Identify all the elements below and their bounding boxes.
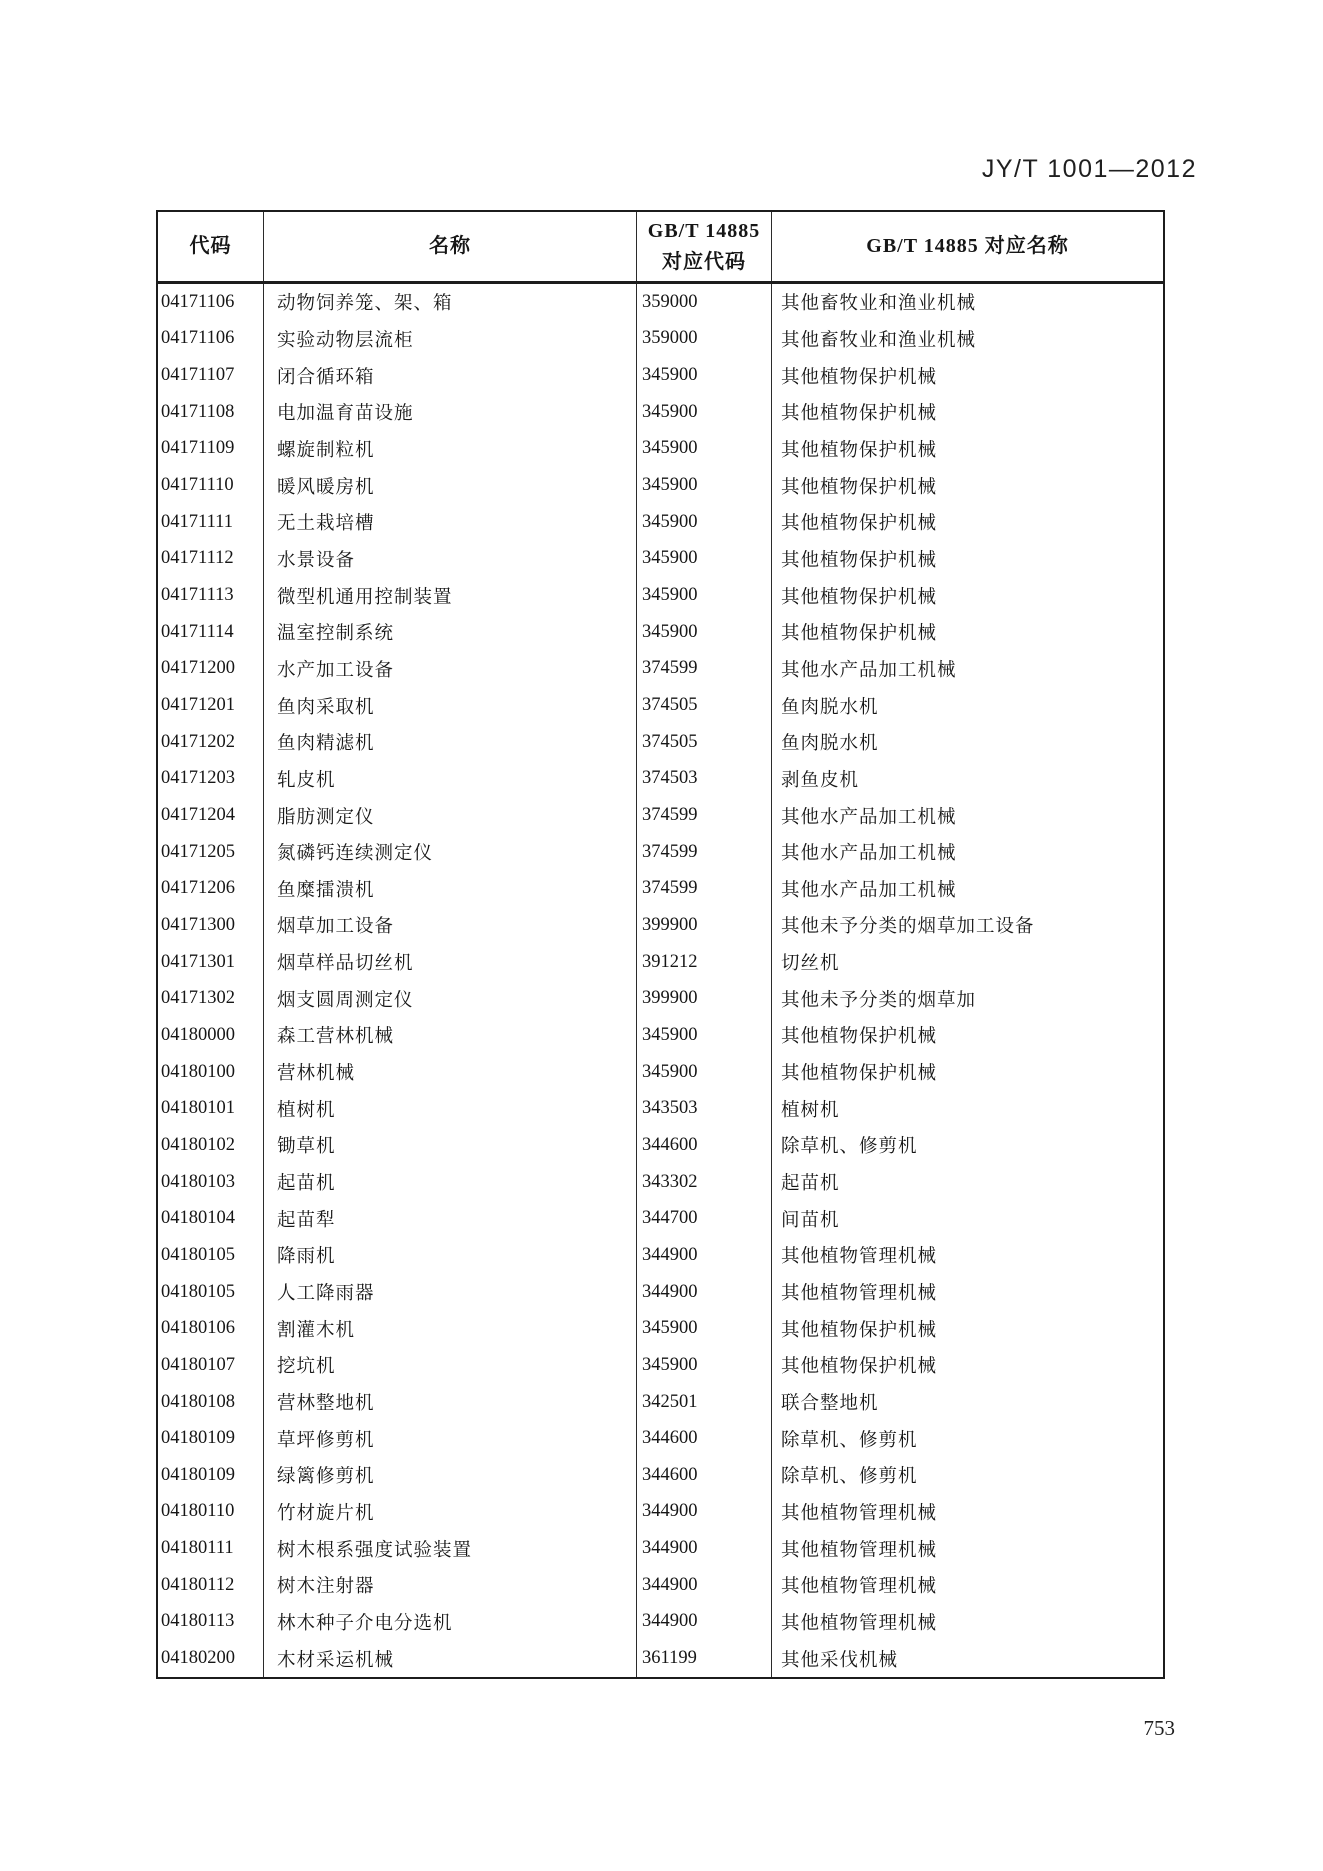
row-code: 04171112: [158, 541, 264, 578]
row-gbt-name: 其他水产品加工机械: [781, 844, 957, 865]
row-name: 割灌木机: [264, 1310, 637, 1347]
row-gbt-name: 其他植物保护机械: [781, 367, 938, 388]
row-name: 螺旋制粒机: [264, 431, 637, 468]
row-gbt-code: 374599: [637, 651, 772, 688]
row-name: 闭合循环箱: [264, 357, 637, 394]
row-gbt-code: 343503: [637, 1090, 772, 1127]
row-code: 04180108: [158, 1384, 264, 1421]
table-row: [158, 1567, 1163, 1604]
row-name: 微型机通用控制装置: [264, 577, 637, 614]
table-row: [158, 980, 1163, 1017]
table-header-row: [158, 212, 1163, 284]
row-gbt-name: 其他植物保护机械: [781, 1064, 938, 1085]
row-code: 04171301: [158, 944, 264, 981]
row-name: 脂肪测定仪: [264, 797, 637, 834]
row-gbt-name: 其他植物保护机械: [781, 624, 938, 645]
row-gbt-code: 345900: [637, 614, 772, 651]
row-gbt-name: 除草机、修剪机: [781, 1467, 918, 1488]
table-row: [158, 687, 1163, 724]
row-code: 04180103: [158, 1164, 264, 1201]
table-row: [158, 1457, 1163, 1494]
row-gbt-name: 其他植物保护机械: [781, 404, 938, 425]
row-gbt-name: 其他未予分类的烟草加: [781, 990, 977, 1011]
row-code: 04180105: [158, 1274, 264, 1311]
row-code: 04171202: [158, 724, 264, 761]
row-name: 轧皮机: [264, 761, 637, 798]
row-gbt-code: 374599: [637, 871, 772, 908]
row-name: 鱼肉采取机: [264, 687, 637, 724]
table-row: [158, 761, 1163, 798]
table-row: [158, 1604, 1163, 1641]
row-gbt-name: 其他植物保护机械: [781, 514, 938, 535]
row-gbt-code: 344900: [637, 1567, 772, 1604]
row-gbt-name: 切丝机: [781, 954, 840, 975]
row-code: 04171114: [158, 614, 264, 651]
row-name: 鱼糜擂溃机: [264, 871, 637, 908]
row-gbt-code: 344900: [637, 1494, 772, 1531]
row-name: 森工营林机械: [264, 1017, 637, 1054]
table-row: [158, 724, 1163, 761]
row-name: 温室控制系统: [264, 614, 637, 651]
row-gbt-name: 其他植物保护机械: [781, 477, 938, 498]
row-gbt-code: 345900: [637, 357, 772, 394]
row-gbt-name: 其他植物管理机械: [781, 1247, 938, 1268]
row-gbt-code: 345900: [637, 467, 772, 504]
row-code: 04180102: [158, 1127, 264, 1164]
row-gbt-code: 343302: [637, 1164, 772, 1201]
row-code: 04180109: [158, 1420, 264, 1457]
row-code: 04180000: [158, 1017, 264, 1054]
table-row: [158, 797, 1163, 834]
table-row: [158, 1384, 1163, 1421]
row-code: 04171109: [158, 431, 264, 468]
row-code: 04171201: [158, 687, 264, 724]
row-code: 04171302: [158, 980, 264, 1017]
table-row: [158, 944, 1163, 981]
row-gbt-name: 其他植物保护机械: [781, 1027, 938, 1048]
row-gbt-name: 间苗机: [781, 1210, 840, 1231]
row-gbt-code: 345900: [637, 577, 772, 614]
row-name: 起苗机: [264, 1164, 637, 1201]
row-gbt-code: 344600: [637, 1420, 772, 1457]
row-gbt-name: 起苗机: [781, 1174, 840, 1195]
row-code: 04171204: [158, 797, 264, 834]
row-code: 04171205: [158, 834, 264, 871]
row-gbt-code: 359000: [637, 284, 772, 321]
table-row: [158, 871, 1163, 908]
row-gbt-name: 其他水产品加工机械: [781, 807, 957, 828]
row-gbt-code: 345900: [637, 1054, 772, 1091]
row-gbt-code: 344900: [637, 1237, 772, 1274]
row-code: 04171110: [158, 467, 264, 504]
row-gbt-name: 鱼肉脱水机: [781, 734, 879, 755]
row-gbt-name: 其他植物保护机械: [781, 1320, 938, 1341]
row-gbt-code: 391212: [637, 944, 772, 981]
row-gbt-name: 其他植物管理机械: [781, 1613, 938, 1634]
code-mapping-table: [156, 210, 1165, 1679]
row-gbt-code: 344600: [637, 1127, 772, 1164]
row-gbt-code: 374503: [637, 761, 772, 798]
row-gbt-name: 其他植物保护机械: [781, 550, 938, 571]
row-gbt-code: 344900: [637, 1274, 772, 1311]
row-gbt-name: 除草机、修剪机: [781, 1430, 918, 1451]
table-body: [158, 284, 1163, 1677]
table-row: [158, 1200, 1163, 1237]
table-row: [158, 577, 1163, 614]
column-header-gbt-name: GB/T 14885 对应名称: [866, 235, 1069, 257]
row-name: 树木根系强度试验装置: [264, 1530, 637, 1567]
row-name: 烟支圆周测定仪: [264, 980, 637, 1017]
row-gbt-code: 345900: [637, 541, 772, 578]
row-code: 04171106: [158, 284, 264, 321]
row-gbt-code: 345900: [637, 394, 772, 431]
table-row: [158, 1347, 1163, 1384]
table-row: [158, 651, 1163, 688]
row-code: 04171107: [158, 357, 264, 394]
row-gbt-name: 其他采伐机械: [781, 1650, 899, 1671]
row-gbt-name: 其他植物保护机械: [781, 440, 938, 461]
row-code: 04171106: [158, 321, 264, 358]
table-row: [158, 431, 1163, 468]
row-gbt-code: 399900: [637, 980, 772, 1017]
row-gbt-code: 361199: [637, 1640, 772, 1677]
row-name: 电加温育苗设施: [264, 394, 637, 431]
table-row: [158, 907, 1163, 944]
table-row: [158, 1530, 1163, 1567]
row-name: 暖风暖房机: [264, 467, 637, 504]
table-row: [158, 1164, 1163, 1201]
table-row: [158, 394, 1163, 431]
column-header-code: 代码: [158, 212, 264, 281]
row-name: 人工降雨器: [264, 1274, 637, 1311]
column-header-gbt-code-line1: GB/T 14885: [647, 219, 761, 242]
row-gbt-name: 其他水产品加工机械: [781, 660, 957, 681]
column-header-name: 名称: [264, 212, 637, 281]
table-row: [158, 1054, 1163, 1091]
row-name: 营林整地机: [264, 1384, 637, 1421]
row-gbt-name: 其他植物管理机械: [781, 1540, 938, 1561]
table-row: [158, 614, 1163, 651]
row-name: 营林机械: [264, 1054, 637, 1091]
row-code: 04180100: [158, 1054, 264, 1091]
row-name: 烟草样品切丝机: [264, 944, 637, 981]
table-row: [158, 1090, 1163, 1127]
row-name: 锄草机: [264, 1127, 637, 1164]
row-gbt-name: 其他植物管理机械: [781, 1503, 938, 1524]
row-gbt-code: 345900: [637, 1017, 772, 1054]
row-code: 04180101: [158, 1090, 264, 1127]
row-code: 04171300: [158, 907, 264, 944]
row-name: 烟草加工设备: [264, 907, 637, 944]
row-gbt-code: 344700: [637, 1200, 772, 1237]
row-name: 无土栽培槽: [264, 504, 637, 541]
row-gbt-code: 399900: [637, 907, 772, 944]
row-gbt-name: 鱼肉脱水机: [781, 697, 879, 718]
row-code: 04180111: [158, 1530, 264, 1567]
row-gbt-code: 345900: [637, 504, 772, 541]
row-code: 04171203: [158, 761, 264, 798]
row-code: 04180112: [158, 1567, 264, 1604]
document-standard-code: JY/T 1001—2012: [981, 155, 1197, 183]
row-name: 竹材旋片机: [264, 1494, 637, 1531]
row-gbt-code: 374505: [637, 724, 772, 761]
table-row: [158, 541, 1163, 578]
row-gbt-code: 374505: [637, 687, 772, 724]
column-header-gbt-code-line2: 对应代码: [662, 250, 746, 273]
row-gbt-name: 剥鱼皮机: [781, 770, 860, 791]
row-name: 木材采运机械: [264, 1640, 637, 1677]
row-gbt-name: 其他植物管理机械: [781, 1577, 938, 1598]
table-row: [158, 1494, 1163, 1531]
table-row: [158, 1127, 1163, 1164]
row-gbt-name: 其他植物保护机械: [781, 587, 938, 608]
row-name: 氮磷钙连续测定仪: [264, 834, 637, 871]
row-name: 挖坑机: [264, 1347, 637, 1384]
row-gbt-code: 359000: [637, 321, 772, 358]
row-code: 04171200: [158, 651, 264, 688]
row-code: 04180110: [158, 1494, 264, 1531]
table-row: [158, 834, 1163, 871]
row-code: 04171113: [158, 577, 264, 614]
table-row: [158, 1237, 1163, 1274]
row-name: 草坪修剪机: [264, 1420, 637, 1457]
row-code: 04180107: [158, 1347, 264, 1384]
row-code: 04180104: [158, 1200, 264, 1237]
table-row: [158, 1420, 1163, 1457]
row-gbt-code: 374599: [637, 834, 772, 871]
row-gbt-name: 其他水产品加工机械: [781, 880, 957, 901]
row-code: 04180109: [158, 1457, 264, 1494]
row-name: 水产加工设备: [264, 651, 637, 688]
table-row: [158, 357, 1163, 394]
row-code: 04180106: [158, 1310, 264, 1347]
row-name: 水景设备: [264, 541, 637, 578]
table-row: [158, 1274, 1163, 1311]
row-code: 04180105: [158, 1237, 264, 1274]
page-number: 753: [1143, 1716, 1175, 1740]
table-row: [158, 467, 1163, 504]
row-gbt-code: 344900: [637, 1530, 772, 1567]
row-name: 降雨机: [264, 1237, 637, 1274]
row-code: 04180200: [158, 1640, 264, 1677]
table-row: [158, 284, 1163, 321]
row-name: 树木注射器: [264, 1567, 637, 1604]
row-gbt-name: 其他植物管理机械: [781, 1284, 938, 1305]
row-name: 鱼肉精滤机: [264, 724, 637, 761]
row-code: 04171206: [158, 871, 264, 908]
row-name: 林木种子介电分选机: [264, 1604, 637, 1641]
table-row: [158, 1017, 1163, 1054]
row-gbt-name: 除草机、修剪机: [781, 1137, 918, 1158]
row-name: 起苗犁: [264, 1200, 637, 1237]
row-gbt-name: 其他畜牧业和渔业机械: [781, 294, 977, 315]
row-code: 04180113: [158, 1604, 264, 1641]
row-gbt-name: 其他植物保护机械: [781, 1357, 938, 1378]
row-name: 植树机: [264, 1090, 637, 1127]
row-code: 04171108: [158, 394, 264, 431]
row-gbt-code: 345900: [637, 1347, 772, 1384]
row-name: 动物饲养笼、架、箱: [264, 284, 637, 321]
table-row: [158, 321, 1163, 358]
row-code: 04171111: [158, 504, 264, 541]
row-gbt-code: 344900: [637, 1604, 772, 1641]
row-name: 实验动物层流柜: [264, 321, 637, 358]
row-gbt-code: 342501: [637, 1384, 772, 1421]
row-gbt-code: 345900: [637, 1310, 772, 1347]
row-gbt-code: 374599: [637, 797, 772, 834]
row-gbt-name: 植树机: [781, 1100, 840, 1121]
column-header-gbt-code: [637, 212, 772, 281]
table-row: [158, 1310, 1163, 1347]
row-gbt-name: 联合整地机: [781, 1394, 879, 1415]
row-gbt-name: 其他畜牧业和渔业机械: [781, 330, 977, 351]
row-gbt-name: 其他未予分类的烟草加工设备: [781, 917, 1035, 938]
table-row: [158, 504, 1163, 541]
table-row: [158, 1640, 1163, 1677]
row-gbt-code: 345900: [637, 431, 772, 468]
row-name: 绿篱修剪机: [264, 1457, 637, 1494]
row-gbt-code: 344600: [637, 1457, 772, 1494]
